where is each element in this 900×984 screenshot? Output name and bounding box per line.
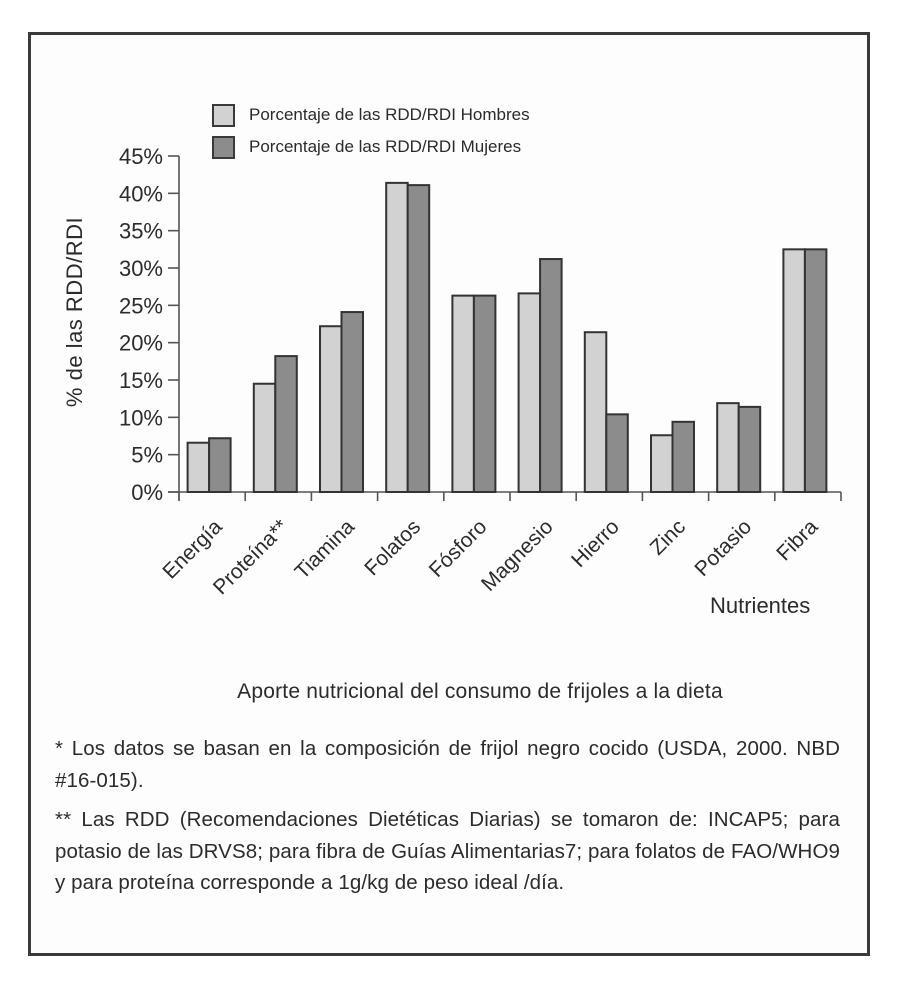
x-category-label: Tiamina	[290, 515, 360, 584]
footnotes	[55, 733, 840, 907]
legend-label-mujeres: Porcentaje de las RDD/RDI Mujeres	[249, 137, 522, 156]
footnote-1: * Los datos se basan en la composición de frijol negro cocido (USDA, 2000. NBD #16-015).	[55, 737, 840, 792]
y-tick-label: 30%	[118, 256, 163, 281]
bar-hombres	[452, 296, 474, 492]
x-category-label: Zinc	[645, 515, 691, 560]
x-category-label: Fósforo	[424, 515, 492, 582]
bar-hombres	[320, 326, 342, 492]
chart-legend	[212, 99, 530, 163]
x-category-label: Folatos	[360, 515, 426, 581]
bar-hombres	[783, 249, 805, 492]
y-tick-label: 20%	[118, 330, 163, 356]
x-category-label: Hierro	[567, 515, 624, 572]
x-category-label: Energía	[158, 515, 227, 584]
y-tick-label: 45%	[118, 144, 163, 169]
figure-caption: Aporte nutricional del consumo de frijoles a la dieta	[237, 680, 723, 703]
bar-mujeres	[739, 407, 761, 492]
x-category-label: Magnesio	[476, 515, 558, 596]
bar-mujeres	[408, 185, 430, 492]
bar-hombres	[651, 435, 673, 492]
legend-item-hombres	[212, 99, 530, 131]
y-tick-label: 15%	[118, 368, 163, 393]
bar-mujeres	[606, 414, 628, 492]
bar-mujeres	[805, 249, 827, 492]
bar-hombres	[519, 293, 541, 492]
y-tick-label: 5%	[131, 442, 163, 468]
legend-item-mujeres	[212, 131, 530, 163]
bar-mujeres	[209, 438, 231, 492]
y-tick-label: 25%	[118, 293, 163, 319]
y-tick-label: 40%	[118, 181, 163, 207]
y-axis-title: % de las RDD/RDI	[62, 216, 87, 408]
y-tick-label: 0%	[131, 480, 163, 505]
y-tick-label: 10%	[118, 405, 163, 431]
bar-hombres	[585, 332, 607, 492]
legend-swatch-hombres	[212, 104, 235, 127]
bar-mujeres	[342, 312, 364, 492]
legend-swatch-mujeres	[212, 136, 235, 159]
bar-mujeres	[474, 296, 496, 492]
x-category-label: Potasio	[690, 515, 757, 582]
bar-hombres	[717, 403, 739, 492]
bar-mujeres	[275, 356, 297, 492]
x-axis-title: Nutrientes	[710, 593, 811, 618]
footnote-2: ** Las RDD (Recomendaciones Dietéticas Diarias) se tomaron de: INCAP5; para potasio de las DRVS8; para fibra de Guías Alimentarias7; para folatos de FAO/WHO9 y para proteína corresponde a 1g/kg de peso ideal /día.	[55, 808, 840, 894]
bar-mujeres	[540, 259, 562, 492]
bar-hombres	[254, 384, 275, 492]
x-category-label: Proteína**	[208, 515, 293, 600]
legend-label-hombres: Porcentaje de las RDD/RDI Hombres	[249, 105, 530, 124]
bar-mujeres	[673, 422, 695, 492]
bar-hombres	[386, 183, 408, 492]
y-tick-label: 35%	[118, 218, 163, 244]
x-category-label: Fibra	[772, 515, 823, 566]
bar-hombres	[188, 443, 210, 492]
